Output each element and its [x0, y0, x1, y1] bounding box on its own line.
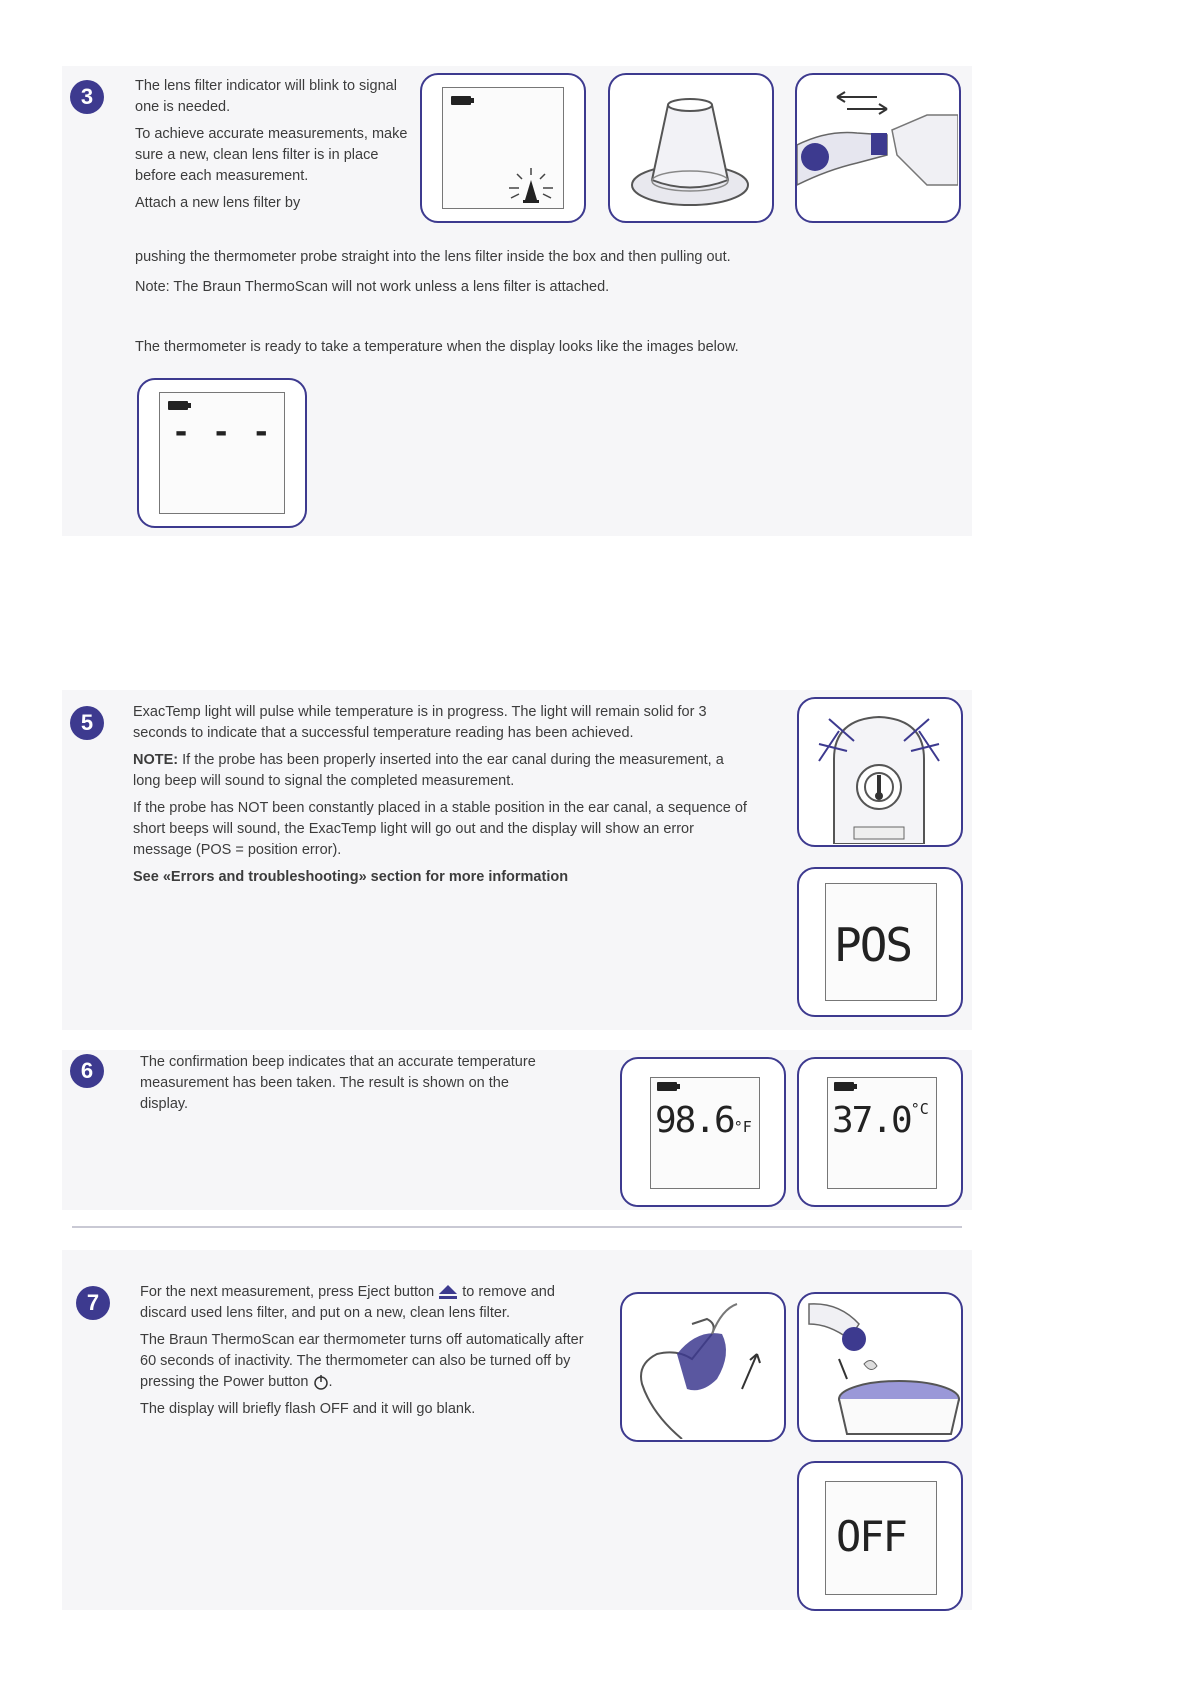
lens-filter-display: [442, 87, 564, 209]
step3-para3-line1: Attach a new lens filter by: [135, 195, 301, 211]
eject-icon: [438, 1284, 458, 1300]
power-icon: [313, 1374, 329, 1390]
step7-para2-b: .: [328, 1374, 333, 1390]
lens-filter-blink-icon: [503, 166, 563, 206]
step5-note: [133, 750, 753, 792]
step5-para1: ExacTemp light will pulse while temperature is in progress. The light will remain solid for 3 seconds to indicate that a successful temperature reading has been achieved.: [133, 704, 707, 741]
pos-error-text: POS: [834, 918, 912, 972]
battery-icon: [657, 1082, 677, 1091]
lens-filter-display-frame: [420, 73, 586, 223]
pos-display-frame: [797, 867, 963, 1017]
step3-para1: The lens filter indicator will blink to signal one is needed.: [135, 78, 397, 115]
ready-display-frame: [137, 378, 307, 528]
celsius-unit: °C: [910, 1100, 929, 1118]
step6-para1: The confirmation beep indicates that an accurate temperature measurement has been taken. The result is shown on the display.: [140, 1054, 536, 1112]
off-display: [825, 1481, 937, 1595]
step5-number: 5: [70, 706, 104, 740]
step7-para1-a: For the next measurement, press Eject button: [140, 1284, 435, 1300]
exactemp-light-image-frame: [797, 697, 963, 847]
pos-display: [825, 883, 937, 1001]
step7-para2-a: The Braun ThermoScan ear thermometer turns off automatically after 60 seconds of inactivity. The thermometer can also be turned off by pressing the Power button: [140, 1332, 584, 1390]
step5-text: [133, 702, 753, 894]
step3-para3-line2: pushing the thermometer probe straight into the lens filter inside the box and then pulling out.: [135, 249, 731, 265]
ready-display: [159, 392, 285, 514]
step7-para1-b: to remove and discard used lens filter, and put on a new, clean lens filter.: [140, 1284, 555, 1321]
ready-dashes: - - -: [172, 415, 273, 450]
fahrenheit-value: 98.6: [655, 1100, 734, 1141]
fahrenheit-unit: °F: [733, 1118, 752, 1136]
fahrenheit-display-frame: [620, 1057, 786, 1207]
lens-filter-image-frame: [608, 73, 774, 223]
celsius-reading: [832, 1100, 929, 1141]
step5-note-text: If the probe has been properly inserted into the ear canal during the measurement, a long beep will sound to signal the completed measurement.: [133, 752, 724, 789]
step6-number: 6: [70, 1054, 104, 1088]
lens-filter-image: [610, 75, 771, 220]
off-text: OFF: [836, 1512, 906, 1561]
exactemp-light-image: [799, 699, 960, 844]
step3-para2: To achieve accurate measurements, make sure a new, clean lens filter is in place before each measurement.: [135, 126, 408, 184]
step3-ready: The thermometer is ready to take a temperature when the display looks like the images below.: [135, 339, 739, 355]
attach-probe-image-frame: [795, 73, 961, 223]
step5-note-label: NOTE:: [133, 752, 179, 768]
section-divider: [72, 1226, 962, 1228]
step3-number: 3: [70, 80, 104, 114]
celsius-display: [827, 1077, 937, 1189]
eject-hand-image-frame: [620, 1292, 786, 1442]
attach-probe-image: [797, 75, 958, 220]
celsius-display-frame: [797, 1057, 963, 1207]
step5-para3: If the probe has NOT been constantly placed in a stable position in the ear canal, a sequence of short beeps will sound, the ExacTemp light will go out and the display will show an error message (POS = position error).: [133, 800, 747, 858]
step7-text: [140, 1282, 590, 1426]
battery-icon: [451, 96, 471, 105]
step5-see-section: See «Errors and troubleshooting» section for more information: [133, 869, 569, 885]
battery-icon: [834, 1082, 854, 1091]
step3-text-top: [135, 76, 410, 214]
battery-icon: [168, 401, 188, 410]
step7-para2: [140, 1330, 590, 1393]
off-display-frame: [797, 1461, 963, 1611]
step7-number: 7: [76, 1286, 110, 1320]
eject-hand-image: [622, 1294, 783, 1439]
fahrenheit-reading: [655, 1100, 752, 1141]
celsius-value: 37.0: [832, 1100, 911, 1141]
step3-note: Note: The Braun ThermoScan will not work unless a lens filter is attached.: [135, 279, 610, 295]
fahrenheit-display: [650, 1077, 760, 1189]
step7-para3: The display will briefly flash OFF and it will go blank.: [140, 1401, 476, 1417]
step7-para1: [140, 1282, 590, 1324]
discard-filter-image-frame: [797, 1292, 963, 1442]
discard-filter-image: [799, 1294, 960, 1439]
